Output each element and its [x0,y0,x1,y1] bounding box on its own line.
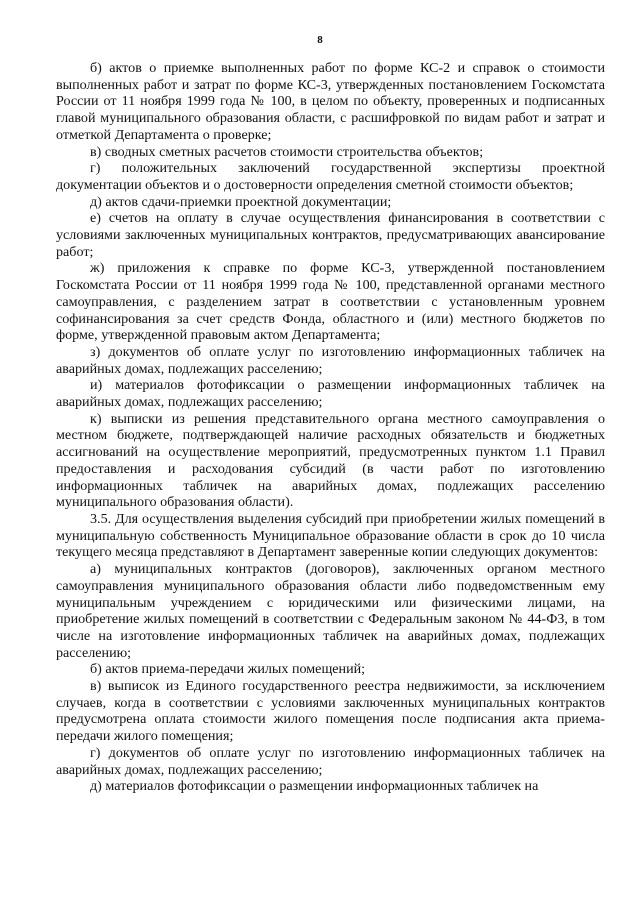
paragraph-zh-ks3-appendix: ж) приложения к справке по форме КС-3, утвержденной постановлением Госкомстата России от 11 ноября 1999 года № 100, представленной органами местного самоуправления, с разделением затрат в соответствии с установленным уровнем софинансирования за счет средств Фонда, областного и (или) местного бюджетов по форме, утвержденной правовым актом Департамента; [56,260,605,344]
paragraph-g-payment-docs: г) документов об оплате услуг по изготовлению информационных табличек на аварийных домах, подлежащих расселению; [56,744,605,778]
page-number: 8 [317,34,323,46]
paragraph-g-expertise: г) положительных заключений государственной экспертизы проектной документации объектов и о достоверности определения сметной стоимости объектов; [56,160,605,193]
paragraph-e-invoices: е) счетов на оплату в случае осуществления финансирования в соответствии с условиями заключенных муниципальных контрактов, предусматривающих авансирование работ; [56,210,605,260]
paragraph-a-contracts: а) муниципальных контрактов (договоров), заключенных органом местного самоуправления муниципального образования области либо подведомственным ему муниципальным учреждением с юридическими или физическими лицами, на приобретение жилых помещений в соответствии с Федеральным законом № 44-ФЗ, в том числе на изготовление информационных табличек на аварийных домах, подлежащих расселению; [56,561,605,661]
paragraph-b-transfer-acts: б) актов приема-передачи жилых помещений; [90,661,366,678]
document-body [56,60,605,795]
paragraph-v-estimates: в) сводных сметных расчетов стоимости строительства объектов; [90,143,484,160]
paragraph-v-registry-extracts: в) выписок из Единого государственного реестра недвижимости, за исключением случаев, когда в соответствии с условиями заключенных муниципальных контрактов предусмотрена оплата стоимости жилого помещения после подписания акта приема-передачи жилого помещения; [56,678,605,745]
paragraph-d-design-acceptance: д) актов сдачи-приемки проектной документации; [90,193,392,210]
paragraph-i-photo-materials: и) материалов фотофиксации о размещении информационных табличек на аварийных домах, подлежащих расселению; [56,377,605,411]
paragraph-k-budget-extract: к) выписки из решения представительного органа местного самоуправления о местном бюджете, подтверждающей наличие расходных обязательств и бюджетных ассигнований на осуществление мероприятий, предусмотренных пунктом 1.1 Правил предоставления и расходования субсидий (в части работ по изготовлению информационных табличек на аварийных домах, подлежащих расселению муниципального образования области). [56,410,605,511]
paragraph-3-5-housing: 3.5. Для осуществления выделения субсидий при приобретении жилых помещений в муниципальную собственность Муниципальное образование области в срок до 10 числа текущего месяца представляют в Департамент заверенные копии следующих документов: [56,510,605,561]
paragraph-b-acts-ks2: б) актов о приемке выполненных работ по форме КС-2 и справок о стоимости выполненных работ и затрат по форме КС-3, утвержденных постановлением Госкомстата России от 11 ноября 1999 года № 100, в целом по объекту, проверенных и подписанных главой муниципального образования области, с расшифровкой по видам работ и затрат и отметкой Департамента о проверке; [56,60,605,143]
paragraph-z-payment-docs: з) документов об оплате услуг по изготовлению информационных табличек на аварийных домах, подлежащих расселению; [56,343,605,377]
paragraph-d-photo-materials: д) материалов фотофиксации о размещении информационных табличек на [90,778,539,795]
